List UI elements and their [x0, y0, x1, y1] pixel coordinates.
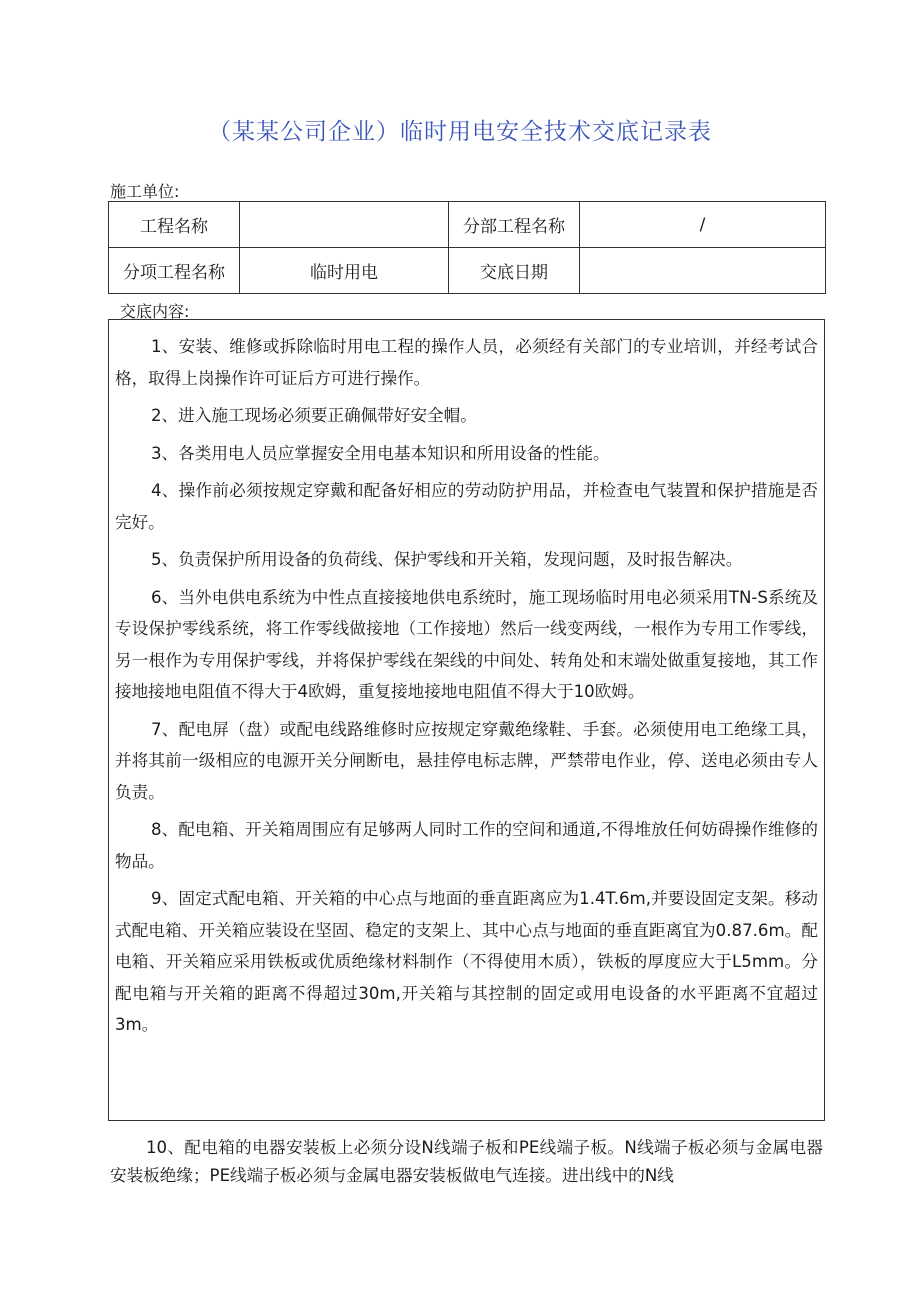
content-label: 交底内容: — [120, 302, 190, 321]
header-table — [108, 201, 826, 294]
sub-project-label: 分部工程名称 — [449, 202, 580, 248]
paragraph-6: 6、当外电供电系统为中性点直接接地供电系统时，施工现场临时用电必须采用TN-S系统及专设保护零线系统，将工作零线做接地（工作接地）然后一线变两线，一根作为专用工作零线，另一根作为专用保护零线，并将保护零线在架线的中间处、转角处和末端处做重复接地，其工作接地接地电阻值不得大于4欧姆，重复接地接地电阻值不得大于10欧姆。 — [115, 587, 818, 701]
date-label: 交底日期 — [449, 248, 580, 294]
content-box — [108, 319, 825, 1121]
construction-unit-label: 施工单位: — [110, 182, 180, 201]
paragraph-9: 9、固定式配电箱、开关箱的中心点与地面的垂直距离应为1.4T.6m,并要设固定支架。移动式配电箱、开关箱应装设在坚固、稳定的支架上、其中心点与地面的垂直距离宜为0.87.6m。配电箱、开关箱应采用铁板或优质绝缘材料制作（不得使用木质），铁板的厚度应大于L5mm。分配电箱与开关箱的距离不得超过30m,开关箱与其控制的固定或用电设备的水平距离不宜超过3m。 — [115, 889, 818, 1034]
project-name-label: 工程名称 — [109, 202, 240, 248]
sub-project-value: / — [580, 202, 826, 248]
paragraph-2: 2、进入施工现场必须要正确佩带好安全帽。 — [151, 406, 477, 425]
paragraph-8: 8、配电箱、开关箱周围应有足够两人同时工作的空间和通道,不得堆放任何妨碍操作维修的物品。 — [115, 820, 818, 871]
project-name-value — [240, 202, 449, 248]
paragraph-10: 10、配电箱的电器安装板上必须分设N线端子板和PE线端子板。N线端子板必须与金属电器安装板绝缘；PE线端子板必须与金属电器安装板做电气连接。进出线中的N线 — [110, 1138, 823, 1185]
item-project-label: 分项工程名称 — [109, 248, 240, 294]
item-project-value: 临时用电 — [240, 248, 449, 294]
date-value — [580, 248, 826, 294]
page-title: （某某公司企业）临时用电安全技术交底记录表 — [208, 119, 712, 145]
trailing-section — [110, 1134, 823, 1196]
paragraph-1: 1、安装、维修或拆除临时用电工程的操作人员，必须经有关部门的专业培训，并经考试合格，取得上岗操作许可证后方可进行操作。 — [115, 337, 818, 388]
paragraph-3: 3、各类用电人员应掌握安全用电基本知识和所用设备的性能。 — [151, 443, 610, 463]
paragraph-4: 4、操作前必须按规定穿戴和配备好相应的劳动防护用品，并检查电气装置和保护措施是否完好。 — [115, 481, 818, 532]
table-row — [109, 202, 826, 248]
table-row — [109, 248, 826, 294]
paragraph-7: 7、配电屏（盘）或配电线路维修时应按规定穿戴绝缘鞋、手套。必须使用电工绝缘工具，并将其前一级相应的电源开关分闸断电，悬挂停电标志牌，严禁带电作业，停、送电必须由专人负责。 — [115, 719, 818, 802]
paragraph-5: 5、负责保护所用设备的负荷线、保护零线和开关箱，发现问题，及时报告解决。 — [151, 550, 743, 569]
